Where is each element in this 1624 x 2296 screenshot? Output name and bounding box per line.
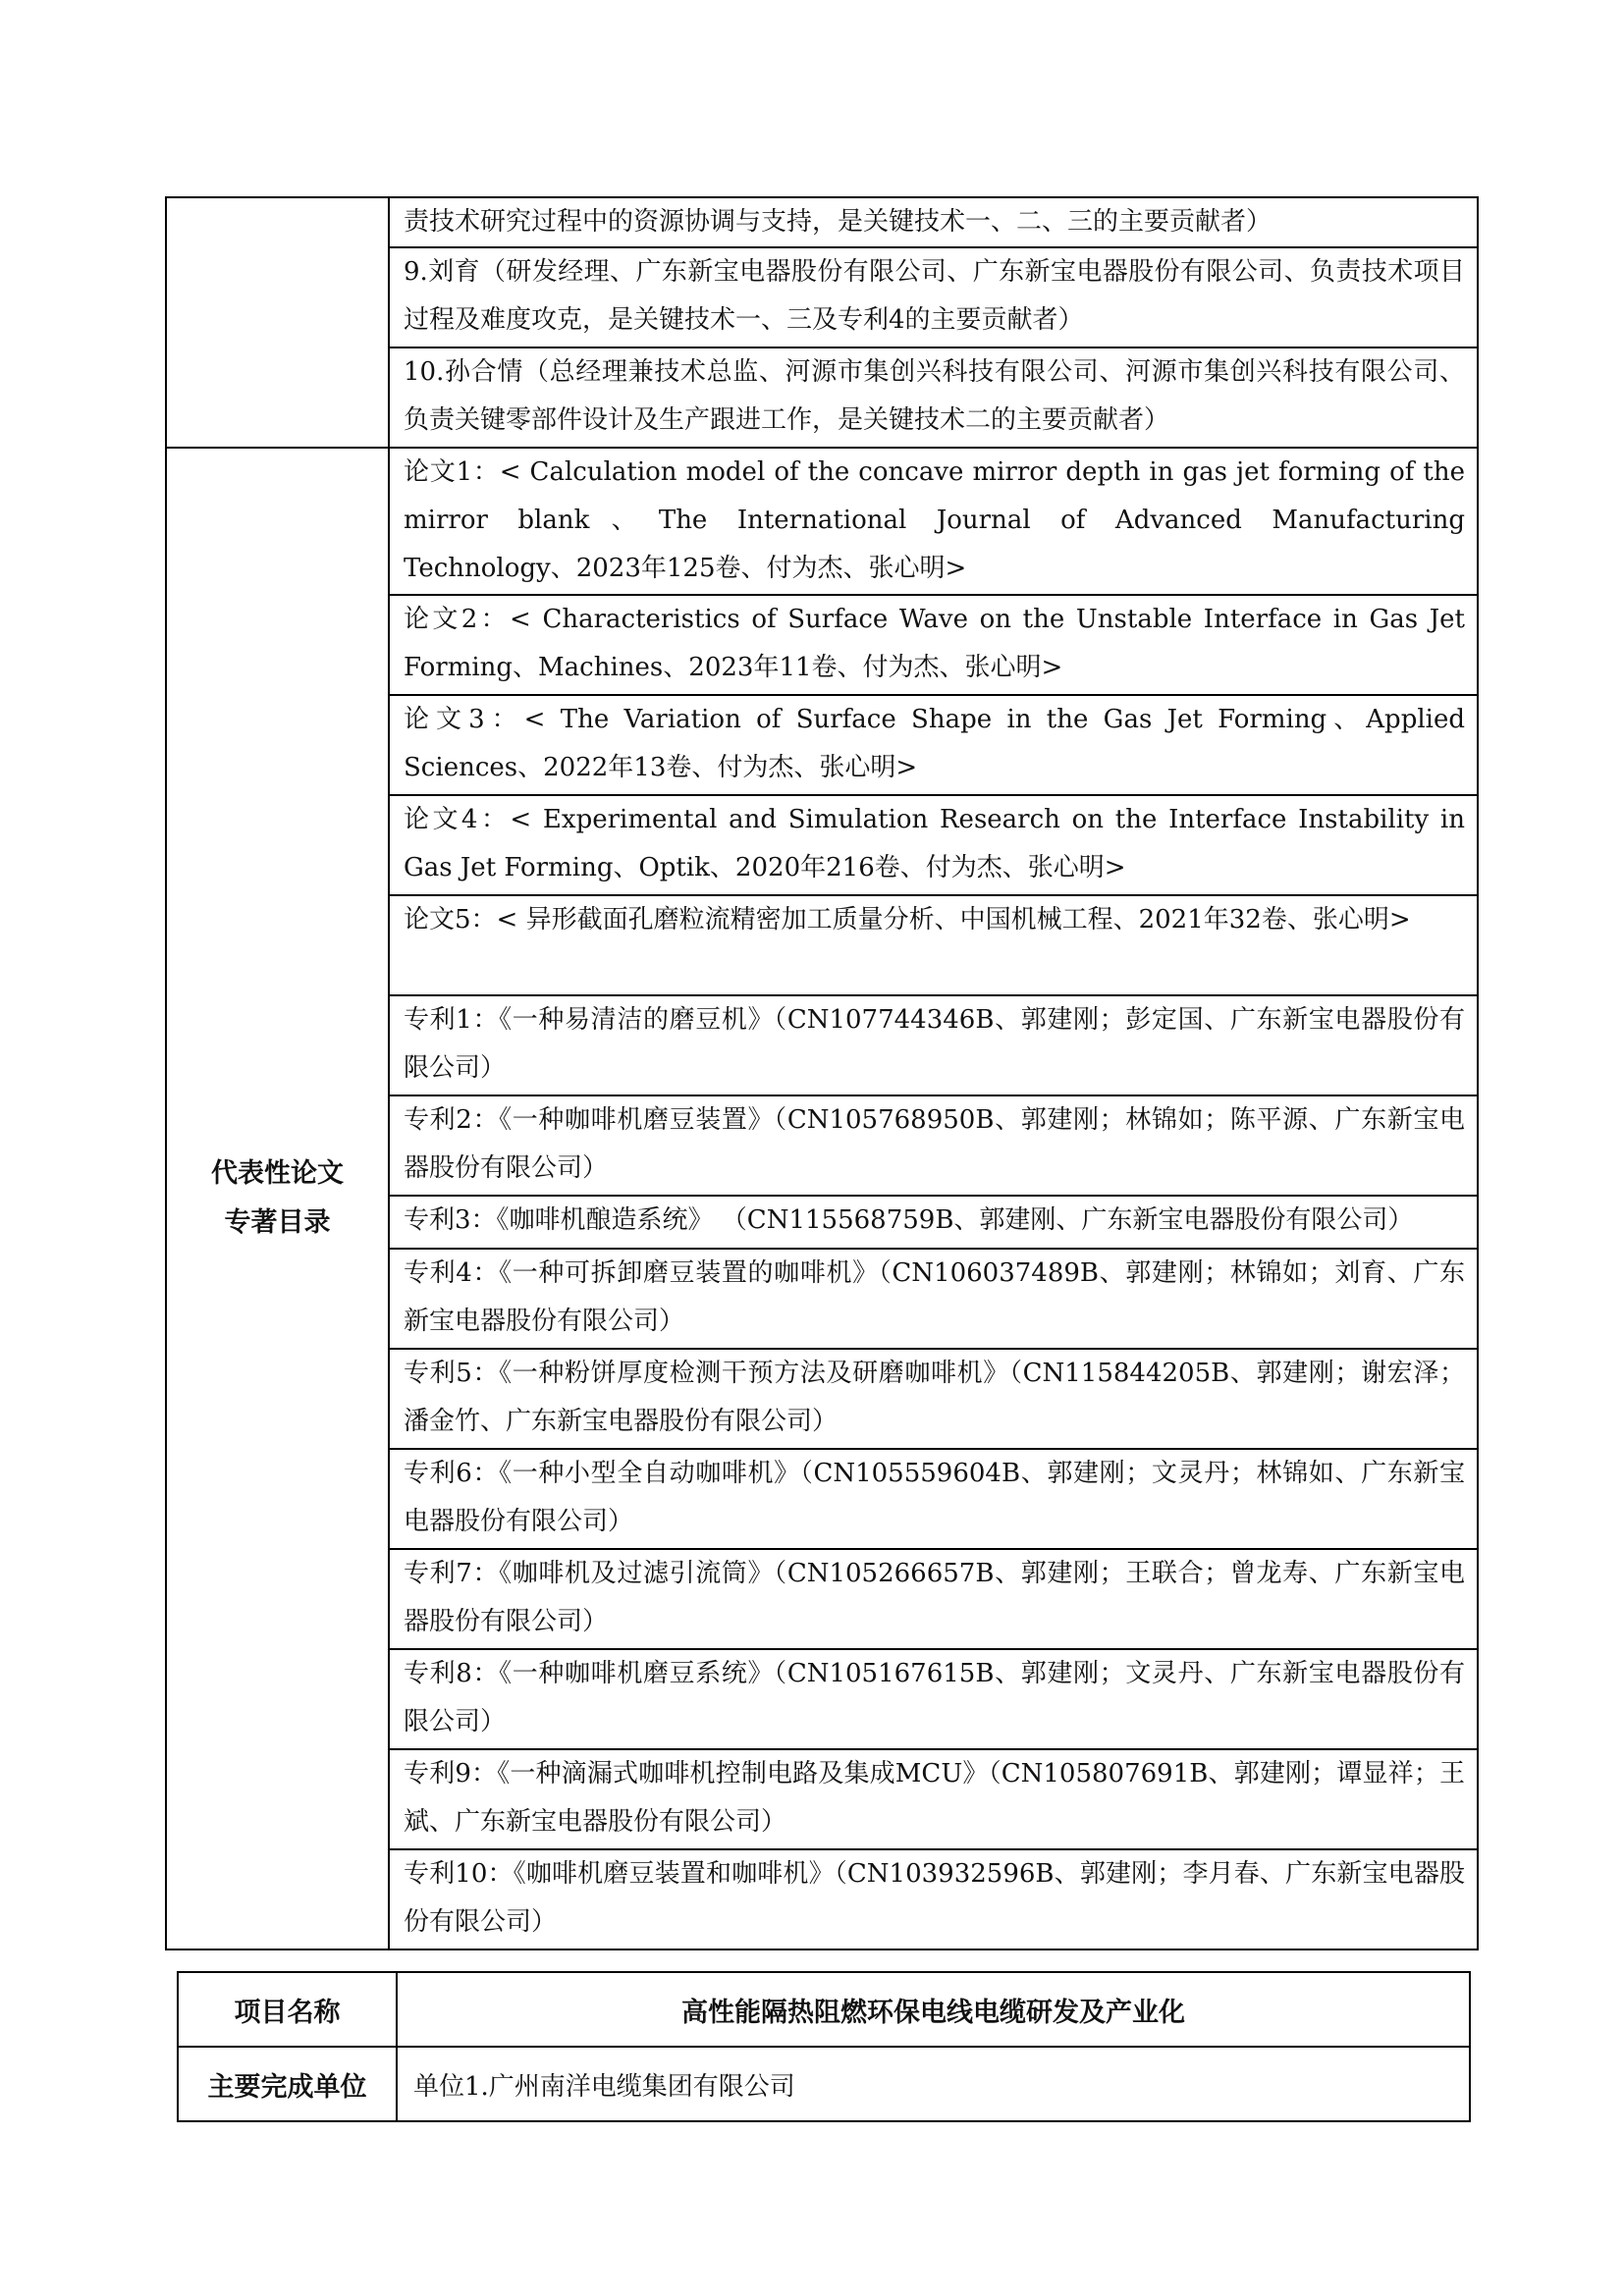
publication-entry: 专利9：《一种滴漏式咖啡机控制电路及集成MCU》（CN105807691B、郭建刚；谭显祥；王斌、广东新宝电器股份有限公司） — [389, 1749, 1478, 1849]
publication-entry: 专利10：《咖啡机磨豆装置和咖啡机》（CN103932596B、郭建刚；李月春、广东新宝电器股份有限公司） — [389, 1849, 1478, 1949]
publication-entry: 专利3：《咖啡机酿造系统》 （CN115568759B、郭建刚、广东新宝电器股份有限公司） — [389, 1196, 1478, 1249]
contributor-entry: 责技术研究过程中的资源协调与支持，是关键技术一、二、三的主要贡献者） — [389, 197, 1478, 247]
completion-unit-label: 主要完成单位 — [178, 2047, 397, 2121]
publication-entry: 论文4：< Experimental and Simulation Research on the Interface Instability in Gas Jet Forming、Optik、2020年216卷、付为杰、张心明> — [389, 795, 1478, 895]
publication-entry: 专利8：《一种咖啡机磨豆系统》（CN105167615B、郭建刚；文灵丹、广东新宝电器股份有限公司） — [389, 1649, 1478, 1749]
project-name-value: 高性能隔热阻燃环保电线电缆研发及产业化 — [397, 1972, 1470, 2047]
publications-label — [166, 448, 389, 1949]
project-name-row — [178, 1972, 1470, 2047]
publication-entry: 专利7：《咖啡机及过滤引流筒》（CN105266657B、郭建刚；王联合；曾龙寿、广东新宝电器股份有限公司） — [389, 1549, 1478, 1649]
publication-entry: 专利4：《一种可拆卸磨豆装置的咖啡机》（CN106037489B、郭建刚；林锦如；刘育、广东新宝电器股份有限公司） — [389, 1249, 1478, 1349]
publication-row — [166, 448, 1478, 595]
completion-unit-row — [178, 2047, 1470, 2121]
publication-entry: 论文2：< Characteristics of Surface Wave on the Unstable Interface in Gas Jet Forming、Machines、2023年11卷、付为杰、张心明> — [389, 595, 1478, 695]
project-name-label: 项目名称 — [178, 1972, 397, 2047]
publication-entry: 专利2：《一种咖啡机磨豆装置》（CN105768950B、郭建刚；林锦如；陈平源、广东新宝电器股份有限公司） — [389, 1095, 1478, 1196]
publications-label-line1: 代表性论文 — [211, 1158, 344, 1189]
publication-entry: 论文3：< The Variation of Surface Shape in the Gas Jet Forming、Applied Sciences、2022年13卷、付为杰、张心明> — [389, 695, 1478, 795]
completion-unit-value: 单位1.广州南洋电缆集团有限公司 — [397, 2047, 1470, 2121]
contributor-row — [166, 197, 1478, 247]
publication-entry: 论文5：< 异形截面孔磨粒流精密加工质量分析、中国机械工程、2021年32卷、张心明> — [389, 895, 1478, 995]
contributor-entry: 9.刘育（研发经理、广东新宝电器股份有限公司、广东新宝电器股份有限公司、负责技术项目过程及难度攻克，是关键技术一、三及专利4的主要贡献者） — [389, 247, 1478, 347]
contributors-label-cell — [166, 197, 389, 448]
publications-label-line2: 专著目录 — [224, 1207, 331, 1238]
project-info-table — [177, 1971, 1471, 2122]
publication-entry: 专利1：《一种易清洁的磨豆机》（CN107744346B、郭建刚；彭定国、广东新宝电器股份有限公司） — [389, 995, 1478, 1095]
publication-entry: 专利6：《一种小型全自动咖啡机》（CN105559604B、郭建刚；文灵丹；林锦如、广东新宝电器股份有限公司） — [389, 1449, 1478, 1549]
publication-entry: 专利5：《一种粉饼厚度检测干预方法及研磨咖啡机》（CN115844205B、郭建刚；谢宏泽；潘金竹、广东新宝电器股份有限公司） — [389, 1349, 1478, 1449]
contributor-entry: 10.孙合情（总经理兼技术总监、河源市集创兴科技有限公司、河源市集创兴科技有限公司、负责关键零部件设计及生产跟进工作，是关键技术二的主要贡献者） — [389, 347, 1478, 448]
contributors-publications-table — [165, 196, 1479, 1950]
publication-entry: 论文1：< Calculation model of the concave mirror depth in gas jet forming of the mirror blank、The International Journal of Advanced Manufacturing Technology、2023年125卷、付为杰、张心明> — [389, 448, 1478, 595]
